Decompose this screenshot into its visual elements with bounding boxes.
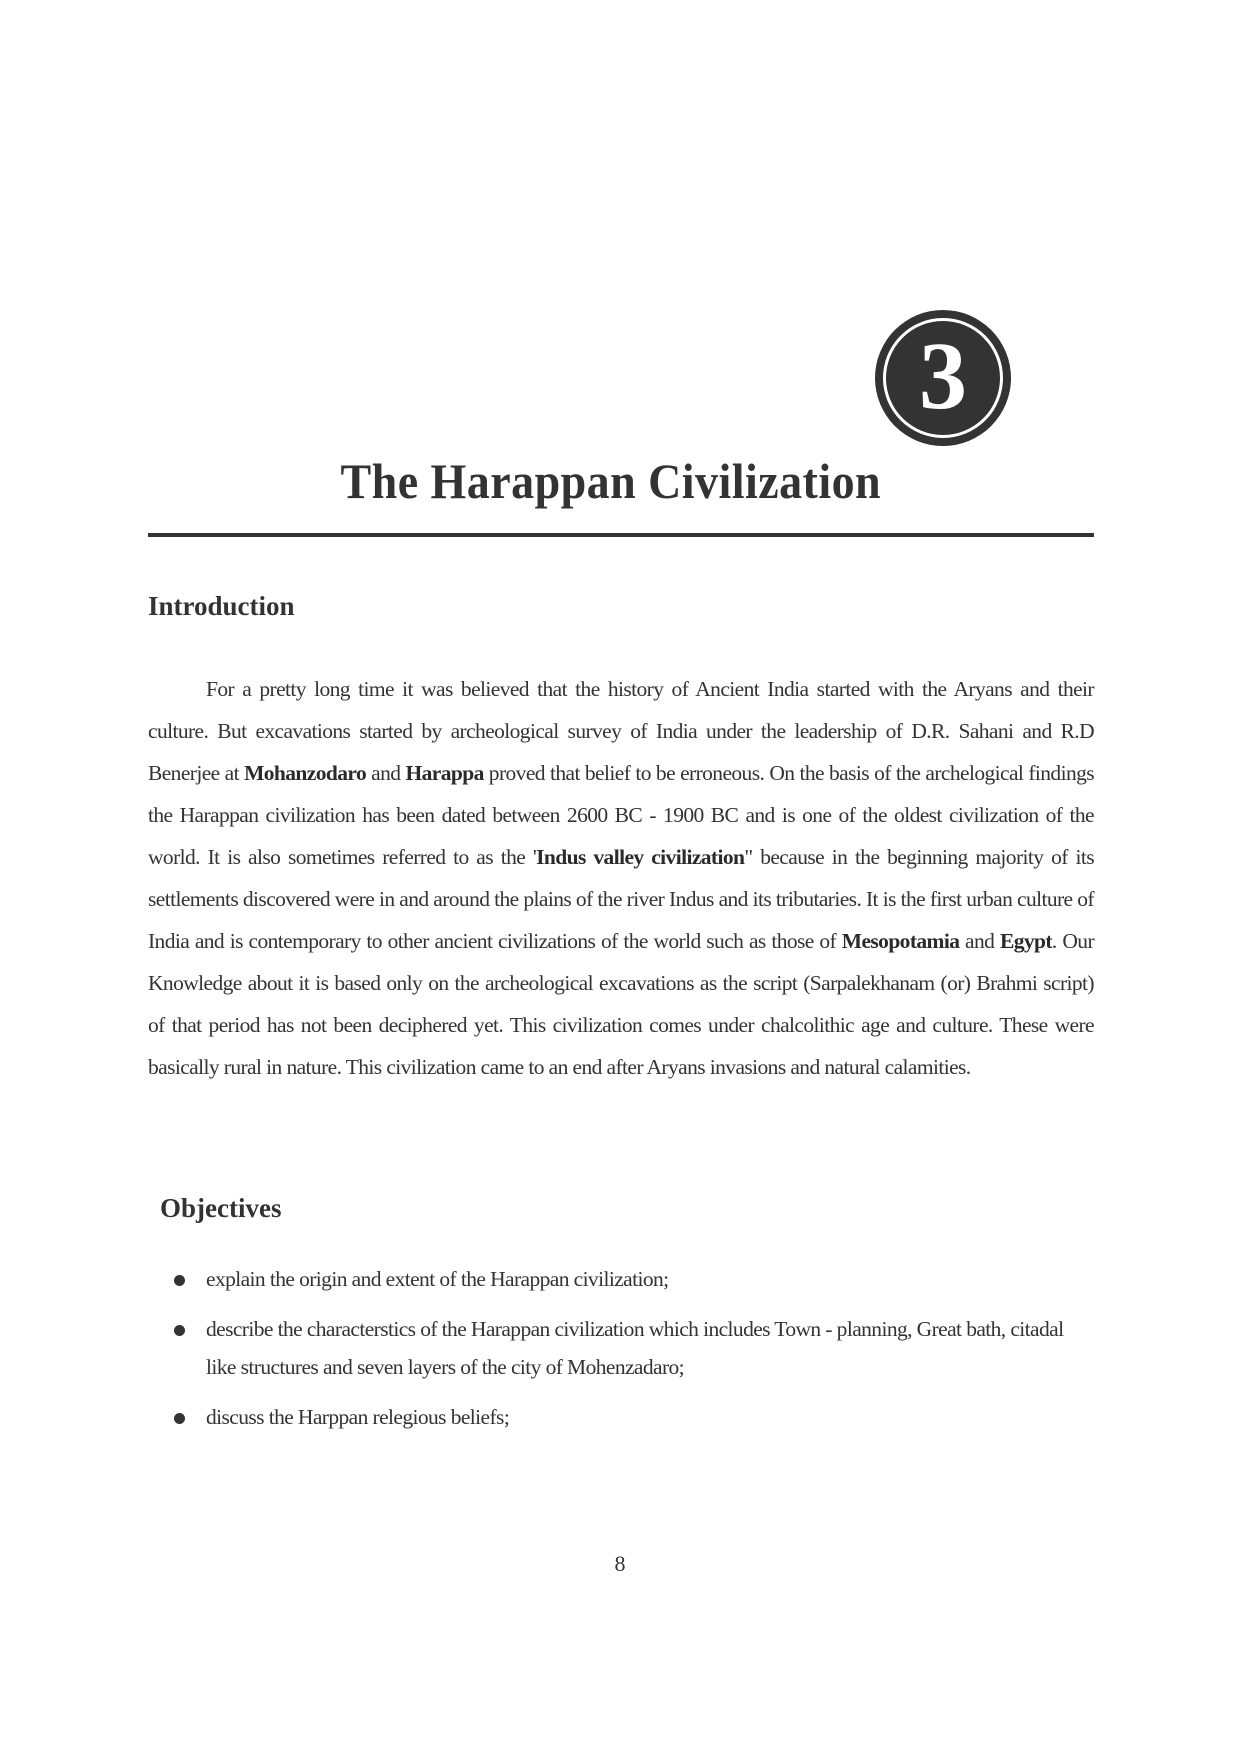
intro-text: and — [366, 761, 406, 785]
chapter-number: 3 — [919, 322, 967, 429]
chapter-number-badge — [875, 310, 1011, 446]
title-divider — [148, 533, 1094, 537]
objective-text: explain the origin and extent of the Harappan civilization; — [206, 1267, 669, 1291]
intro-bold-term: Indus valley civilization — [536, 845, 745, 869]
intro-text: For a pretty long time it was believed that the history of Ancient India started with the Aryans and their culture. But excavations started by archeological survey of India under the leadership of D.R. Sahani and R.D Benerjee at — [148, 677, 1094, 785]
objective-text: describe the characterstics of the Harappan civilization which includes Town - planning, Great bath, citadal like structures and seven layers of the city of Mohenzadaro; — [206, 1317, 1064, 1379]
intro-bold-term: Egypt — [999, 929, 1052, 953]
objective-item — [172, 1398, 1094, 1436]
objectives-heading: Objectives — [160, 1193, 282, 1223]
objectives-list — [172, 1260, 1094, 1448]
intro-text: proved that belief to be erroneous. On the basis of the archelogical findings the Harappan civilization has been dated between 2600 BC - 1900 BC and is one of the oldest civilization of the world. It is also sometimes referred to as the ' — [148, 761, 1095, 869]
introduction-paragraph — [148, 668, 1094, 1088]
intro-bold-term: Mesopotamia — [841, 929, 960, 953]
bullet-icon — [174, 1275, 185, 1286]
introduction-heading: Introduction — [148, 591, 295, 621]
objective-item — [172, 1260, 1094, 1298]
bullet-icon — [174, 1413, 185, 1424]
intro-text: . Our Knowledge about it is based only on the archeological excavations as the script (Sarpalekhanam (or) Brahmi script) of that period has not been deciphered yet. This civilization comes under chalcolithic age and culture. These were basically rural in nature. This civilization came to an end after Aryans invasions and natural calamities. — [148, 929, 1094, 1079]
page-number: 8 — [614, 1551, 626, 1576]
bullet-icon — [174, 1325, 185, 1336]
chapter-title — [50, 452, 1191, 510]
intro-text: " because in the beginning majority of its settlements discovered were in and around the plains of the river Indus and its tributaries. It is the first urban culture of India and is contemporary to other ancient civilizations of the world such as those of — [148, 845, 1094, 953]
intro-bold-term: Mohanzodaro — [244, 761, 367, 785]
objective-item — [172, 1310, 1094, 1386]
intro-text: and — [959, 929, 1000, 953]
intro-bold-term: Harappa — [405, 761, 484, 785]
chapter-title-text: The Harappan Civilization — [340, 453, 882, 509]
objective-text: discuss the Harppan relegious beliefs; — [206, 1405, 510, 1429]
